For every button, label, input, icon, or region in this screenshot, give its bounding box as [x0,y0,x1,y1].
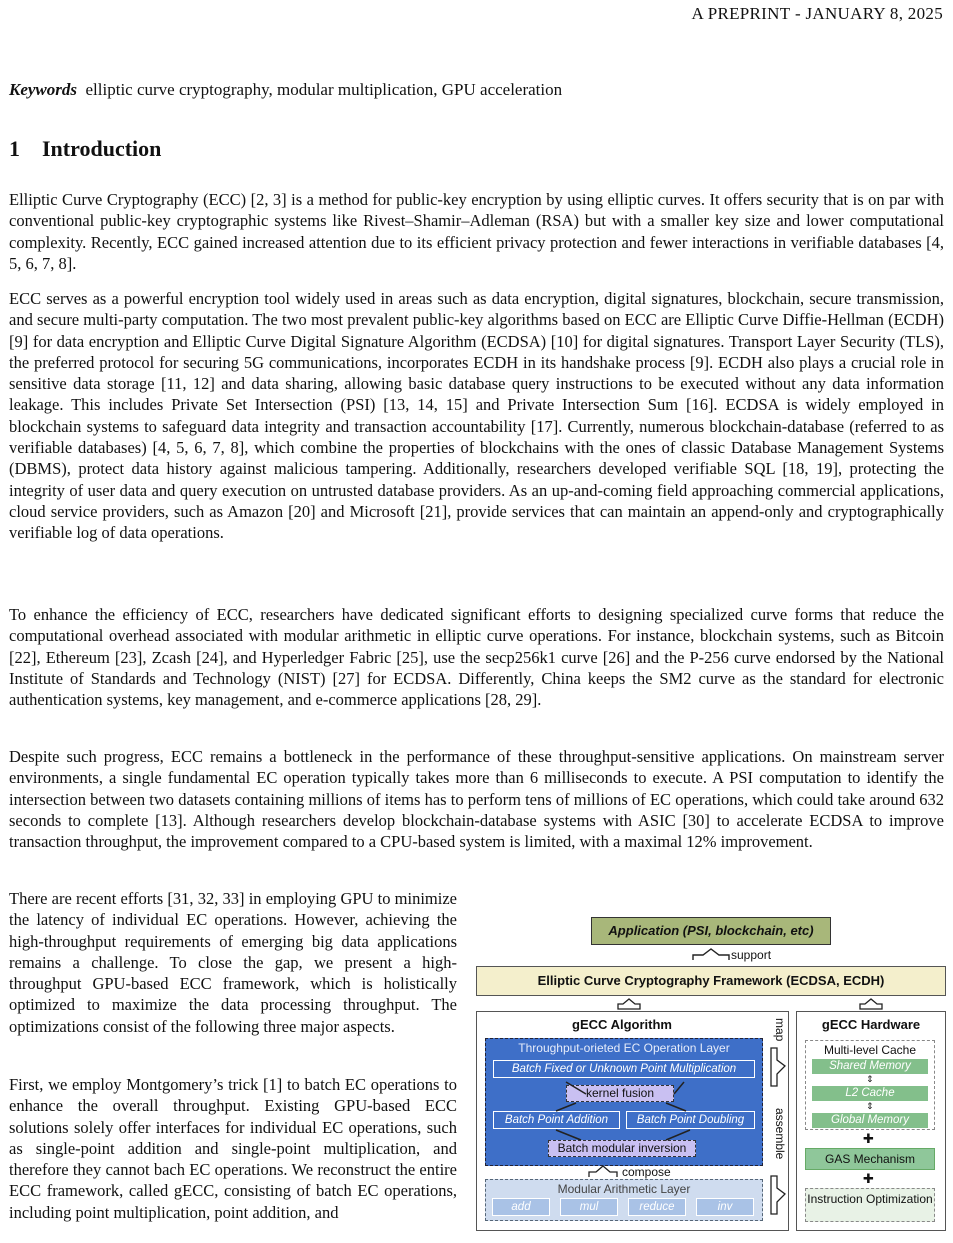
l2-cache-box: L2 Cache [812,1086,928,1101]
compose-label: compose [622,1165,671,1179]
updown-icon: ⇕ [866,1101,874,1111]
op-add: add [492,1198,550,1216]
up-arrow-icon [616,998,642,1010]
header-left: A PREPRINT [691,4,791,23]
batch-inv-box: Batch modular inversion [548,1140,696,1157]
header-sep: - [790,4,806,23]
keywords-text: elliptic curve cryptography, modular multiplication, GPU acceleration [85,80,563,99]
op-reduce: reduce [628,1198,686,1216]
framework-box: Elliptic Curve Cryptography Framework (ECDSA, ECDH) [476,966,946,996]
plus-icon: ✚ [863,1171,874,1186]
column-paragraph-1: There are recent efforts [31, 32, 33] in employing GPU to minimize the latency of individual EC operations. However, achieving the high-throughput requirements of emerging big data applications remains a challenge. To close the gap, we present a high-throughput GPU-based ECC framework, which is holistically optimized to maximize the data processing throughput. The optimizations consist of the following three major aspects. [9,889,457,1036]
batch-mult-box: Batch Fixed or Unknown Point Multiplication [493,1060,755,1078]
modular-layer [485,1179,763,1221]
support-arrow-icon [691,948,731,962]
global-memory-box: Global Memory [812,1113,928,1128]
cache-group [805,1040,935,1130]
keywords-label: Keywords [9,80,77,99]
map-arrow-icon [769,1046,787,1088]
column-paragraph-2: First, we employ Montgomery’s trick [1] to batch EC operations to enhance the overall throughput. Existing GPU-based ECC solutions solely offer interfaces for individual EC operations, such as single-point addition and single-point multiplication, and therefore they cannot bach EC operations. We reconstruct the entire ECC framework, called gECC, consisting of batch EC operations, including point multiplication, point addition, and [9,1075,457,1222]
op-mul: mul [560,1198,618,1216]
modular-layer-title: Modular Arithmetic Layer [557,1182,691,1196]
batch-double-box: Batch Point Doubling [626,1111,755,1129]
algorithm-title: gECC Algorithm [572,1017,672,1032]
hardware-title: gECC Hardware [821,1017,921,1032]
paragraph-1: Elliptic Curve Cryptography (ECC) [2, 3] is a method for public-key encryption by using elliptic curves. It offers security that is on par with conventional public-key cryptographic systems like Rivest–Shamir–Adleman (RSA) but with a smaller key size and lower computational complexity. Recently, ECC gained increased attention due to its efficient privacy protection and fewer interactions in verifiable databases [4, 5, 6, 7, 8]. [9,190,944,273]
gas-box: GAS Mechanism [805,1148,935,1170]
instruction-box: Instruction Optimization [805,1188,935,1222]
plus-icon: ✚ [863,1131,874,1146]
kernel-fusion-box: kernel fusion [566,1085,674,1102]
batch-add-box: Batch Point Addition [493,1111,620,1129]
assemble-arrow-icon [769,1174,787,1216]
running-header [692,4,943,24]
algorithm-panel [476,1011,789,1231]
application-box: Application (PSI, blockchain, etc) [591,917,831,945]
paragraph-2: ECC serves as a powerful encryption tool widely used in areas such as data encryption, digital signatures, blockchain, secure transmission, and secure multi-party computation. The two most prevalent public-key algorithms based on ECC are Elliptic Curve Diffie-Hellman (ECDH) [9] for data encryption and Elliptic Curve Digital Signature Algorithm (ECDSA) [10] for digital signatures. Transport Layer Security (TLS), the preferred protocol for securing 5G communications, incorporates ECDH in its handshake process [9]. ECDH also plays a crucial role in sensitive data storage [11, 12] and data sharing, allowing basic database query instructions to be executed without any data information leakage. This includes Private Set Intersection (PSI) [13, 14, 15] and Private Intersection Sum [16]. ECDSA is widely employed in blockchain systems to safeguard data integrity and transaction accountability [17]. Currently, numerous blockchain-database (referred to as verifiable databases) [4, 5, 6, 7, 8], which combine the properties of blockchains with the ones of classic Database Management Systems (DBMS), protect data history against malicious tampering. Additionally, researchers developed verifiable SQL [18, 19], protecting the integrity of user data and query execution on untrusted database providers. As an up-and-coming field approaching commercial applications, cloud service providers, such as Amazon [20] and Microsoft [21], provide services that can maintain an append-only and cryptographically verifiable log of data operations. [9,289,944,543]
header-date: JANUARY 8, 2025 [805,4,943,23]
keywords [9,80,562,100]
throughput-layer [485,1038,763,1166]
support-label: support [731,948,772,962]
shared-memory-box: Shared Memory [812,1059,928,1074]
compose-arrow-icon [587,1165,619,1178]
hardware-panel [796,1011,946,1231]
up-arrow-icon [858,998,884,1010]
cache-title: Multi-level Cache [823,1043,917,1057]
paragraph-4: Despite such progress, ECC remains a bottleneck in the performance of these throughput-sensitive applications. On mainstream server environments, a single fundamental EC operation typically takes more than 6 milliseconds to execute. A PSI computation to identify the intersection between two datasets containing millions of items has to perform tens of millions of EC operations, which could take around 632 seconds to complete [13]. Although researchers develop blockchain-database systems with ASIC [30] to accelerate ECDSA to improve transaction throughput, the improvement compared to a CPU-based system is limited, with a maximal 12% improvement. [9,747,944,852]
section-number: 1 [9,136,20,161]
assemble-label: assemble [773,1108,787,1160]
throughput-layer-title: Throughput-orieted EC Operation Layer [518,1041,730,1055]
paragraph-3: To enhance the efficiency of ECC, researchers have dedicated significant efforts to designing specialized curve forms that reduce the computational overhead associated with modular arithmetic in elliptic curve operations. For instance, blockchain systems, such as Bitcoin [22], Ethereum [23], Zcash [24], and Hyperledger Fabric [25], use the secp256k1 curve [26] and the P-256 curve endorsed by the National Institute of Standards and Technology (NIST) [27] for ECDSA. Differently, China keeps the SM2 curve as the standard for electronic authentication systems, key management, and e-commerce applications [28, 29]. [9,605,944,710]
section-title: Introduction [42,136,162,161]
op-inv: inv [696,1198,754,1216]
flow-arrows-icon [486,1039,764,1167]
architecture-figure [476,913,946,1231]
updown-icon: ⇕ [866,1074,874,1084]
section-heading [9,136,161,162]
map-label: map [773,1018,787,1042]
